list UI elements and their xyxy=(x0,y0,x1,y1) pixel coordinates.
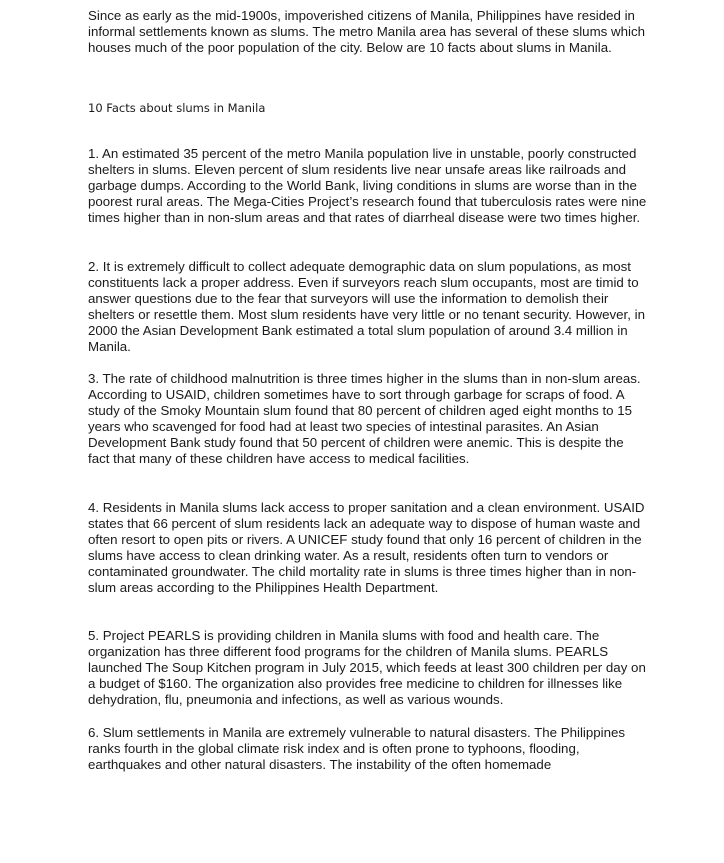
fact-paragraph-5: 5. Project PEARLS is providing children in Manila slums with food and health care. The organization has three different food programs for the children of Manila slums. PEARLS launched The Soup Kitchen program in July 2015, which feeds at least 300 children per day on a budget of $160. The organization also provides free medicine to children for illnesses like dehydration, flu, pneumonia and infections, as well as various wounds. xyxy=(88,628,646,707)
fact-paragraph-1: 1. An estimated 35 percent of the metro Manila population live in unstable, poorly constructed shelters in slums. Eleven percent of slum residents live near unsafe areas like railroads and garbage dumps. According to the World Bank, living conditions in slums are worse than in the poorest rural areas. The Mega-Cities Project’s research found that tuberculosis rates were nine times higher than in non-slum areas and that rates of diarrheal disease were two times higher. xyxy=(88,146,647,225)
fact-paragraph-4: 4. Residents in Manila slums lack access to proper sanitation and a clean environment. USAID states that 66 percent of slum residents lack an adequate way to dispose of human waste and often resort to open pits or rivers. A UNICEF study found that only 16 percent of children in the slums have access to clean drinking water. As a result, residents often turn to vendors or contaminated groundwater. The child mortality rate in slums is three times higher than in non-slum areas according to the Philippines Health Department. xyxy=(88,500,645,595)
fact-paragraph-6: 6. Slum settlements in Manila are extremely vulnerable to natural disasters. The Philippines ranks fourth in the global climate risk index and is often prone to typhoons, flooding, earthquakes and other natural disasters. The instability of the often homemade xyxy=(88,725,626,772)
intro-paragraph: Since as early as the mid-1900s, impoverished citizens of Manila, Philippines have resided in informal settlements known as slums. The metro Manila area has several of these slums which houses much of the poor population of the city. Below are 10 facts about slums in Manila. xyxy=(88,8,645,55)
section-heading: 10 Facts about slums in Manila xyxy=(88,101,266,115)
fact-paragraph-2: 2. It is extremely difficult to collect adequate demographic data on slum populations, as most constituents lack a proper address. Even if surveyors reach slum occupants, most are timid to answer questions due to the fear that surveyors will use the information to demolish their shelters or resettle them. Most slum residents have very little or no tenant security. However, in 2000 the Asian Development Bank estimated a total slum population of around 3.4 million in Manila. xyxy=(88,259,645,354)
fact-paragraph-3: 3. The rate of childhood malnutrition is three times higher in the slums than in non-slum areas. According to USAID, children sometimes have to sort through garbage for scraps of food. A study of the Smoky Mountain slum found that 80 percent of children aged eight months to 15 years who scavenged for food had at least two species of intestinal parasites. An Asian Development Bank study found that 50 percent of children were anemic. This is despite the fact that many of these children have access to medical facilities. xyxy=(88,371,641,466)
